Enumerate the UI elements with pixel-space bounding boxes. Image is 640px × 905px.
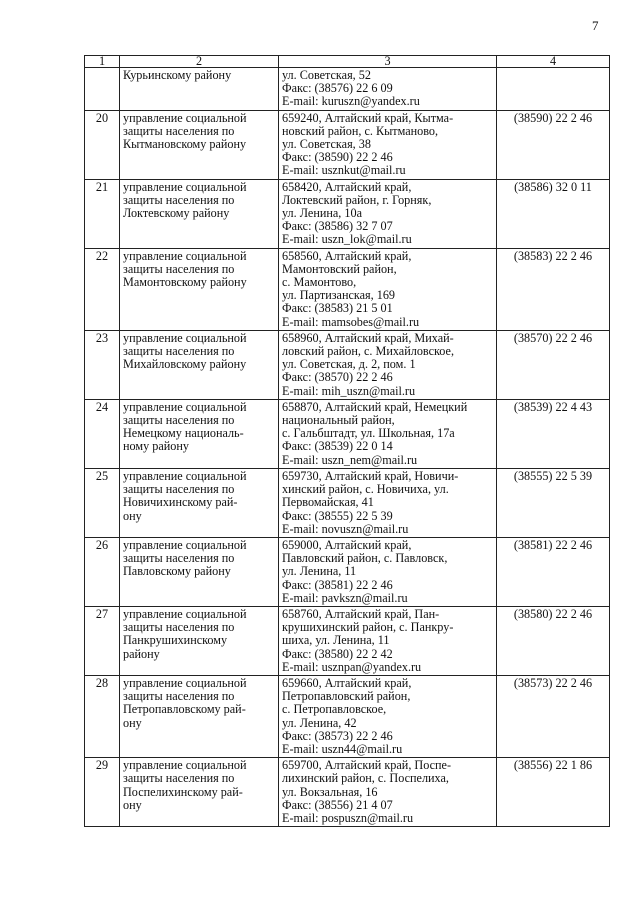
address-line: Факс: (38555) 22 5 39 [282, 508, 393, 523]
offices-table [84, 55, 610, 827]
phone-number: (38580) 22 2 46 [497, 606, 610, 675]
address-line: E-mail: pavkszn@mail.ru [282, 590, 408, 605]
address-line: 659660, Алтайский край, [282, 675, 412, 690]
address-line: национальный район, [282, 413, 395, 428]
row-number: 21 [85, 179, 120, 248]
organization-line: защиты населения по [123, 551, 235, 566]
organization-line: Кытмановскому району [123, 137, 247, 152]
organization-line: Михайловскому району [123, 357, 247, 372]
organization-line: Курьинскому району [123, 68, 232, 82]
table-row [85, 68, 610, 111]
organization-name [120, 758, 279, 827]
address-line: Первомайская, 41 [282, 495, 374, 510]
address-line: Факс: (38570) 22 2 46 [282, 370, 393, 385]
organization-line: управление социальной [123, 675, 247, 690]
organization-line: управление социальной [123, 399, 247, 414]
address-line: Мамонтовский район, [282, 261, 397, 276]
organization-line: защиты населения по [123, 192, 235, 207]
address-line: Факс: (38556) 21 4 07 [282, 797, 393, 812]
address-line: ул. Советская, 38 [282, 137, 371, 152]
organization-line: защиты населения по [123, 344, 235, 359]
header-cell-address: 3 [279, 56, 497, 68]
organization-line: управление социальной [123, 758, 247, 773]
organization-line: ону [123, 508, 142, 523]
address-line: 658960, Алтайский край, Михай- [282, 330, 454, 345]
organization-line: Локтевскому району [123, 206, 230, 221]
address-line: Факс: (38580) 22 2 42 [282, 646, 393, 661]
organization-line: управление социальной [123, 110, 247, 125]
organization-line: управление социальной [123, 179, 247, 194]
address-contacts [279, 399, 497, 468]
organization-line: району [123, 646, 160, 661]
row-number: 24 [85, 399, 120, 468]
address-contacts [279, 606, 497, 675]
organization-line: защиты населения по [123, 123, 235, 138]
table-row [85, 248, 610, 330]
address-line: Павловский район, с. Павловск, [282, 551, 448, 566]
address-line: E-mail: kuruszn@yandex.ru [282, 94, 420, 109]
table-row [85, 606, 610, 675]
address-line: ул. Советская, д. 2, пом. 1 [282, 357, 416, 372]
address-line: 659730, Алтайский край, Новичи- [282, 468, 459, 483]
address-line: 658420, Алтайский край, [282, 179, 412, 194]
organization-name [120, 675, 279, 757]
address-line: ловский район, с. Михайловское, [282, 344, 455, 359]
address-line: Факс: (38583) 21 5 01 [282, 301, 393, 316]
table-row [85, 110, 610, 179]
phone-number [497, 68, 610, 111]
organization-line: защиты населения по [123, 689, 235, 704]
phone-number: (38555) 22 5 39 [497, 468, 610, 537]
organization-line: управление социальной [123, 468, 247, 483]
row-number [85, 68, 120, 111]
organization-line: Петропавловскому рай- [123, 702, 246, 717]
organization-name [120, 330, 279, 399]
address-contacts [279, 330, 497, 399]
address-contacts [279, 675, 497, 757]
address-line: шиха, ул. Ленина, 11 [282, 633, 390, 648]
address-contacts [279, 110, 497, 179]
address-line: E-mail: pospuszn@mail.ru [282, 810, 414, 825]
address-line: лихинский район, с. Поспелиха, [282, 771, 449, 786]
address-line: E-mail: usznkut@mail.ru [282, 163, 406, 178]
address-line: Петропавловский район, [282, 689, 411, 704]
phone-number: (38590) 22 2 46 [497, 110, 610, 179]
organization-line: управление социальной [123, 606, 247, 621]
address-contacts [279, 468, 497, 537]
row-number: 28 [85, 675, 120, 757]
address-line: E-mail: uszn44@mail.ru [282, 741, 403, 756]
table-row [85, 468, 610, 537]
address-line: E-mail: uszn_nem@mail.ru [282, 452, 418, 467]
address-line: ул. Вокзальная, 16 [282, 784, 378, 799]
organization-line: Мамонтовскому району [123, 275, 247, 290]
organization-line: защиты населения по [123, 771, 235, 786]
table-row [85, 675, 610, 757]
address-line: 659240, Алтайский край, Кытма- [282, 110, 454, 125]
row-number: 23 [85, 330, 120, 399]
address-line: ул. Партизанская, 169 [282, 288, 396, 303]
address-line: 658760, Алтайский край, Пан- [282, 606, 440, 621]
address-line: E-mail: novuszn@mail.ru [282, 521, 409, 536]
row-number: 26 [85, 537, 120, 606]
address-line: с. Мамонтово, [282, 275, 357, 290]
address-line: хинский район, с. Новичиха, ул. [282, 482, 449, 497]
phone-number: (38556) 22 1 86 [497, 758, 610, 827]
table-body [85, 56, 610, 827]
address-line: Локтевский район, г. Горняк, [282, 192, 432, 207]
page-number: 7 [592, 18, 599, 33]
header-cell-number: 1 [85, 56, 120, 68]
address-contacts [279, 68, 497, 111]
address-line: 658560, Алтайский край, [282, 248, 412, 263]
organization-line: Павловскому району [123, 564, 231, 579]
address-line: ул. Советская, 52 [282, 68, 371, 82]
row-number: 25 [85, 468, 120, 537]
organization-line: защиты населения по [123, 413, 235, 428]
phone-number: (38586) 32 0 11 [497, 179, 610, 248]
organization-line: защиты населения по [123, 482, 235, 497]
organization-line: защиты населения по [123, 261, 235, 276]
row-number: 27 [85, 606, 120, 675]
address-line: 658870, Алтайский край, Немецкий [282, 399, 468, 414]
address-contacts [279, 179, 497, 248]
address-line: с. Гальбштадт, ул. Школьная, 17а [282, 426, 455, 441]
organization-line: Поспелихинскому рай- [123, 784, 243, 799]
address-line: с. Петропавловское, [282, 702, 387, 717]
organization-name [120, 468, 279, 537]
phone-number: (38573) 22 2 46 [497, 675, 610, 757]
header-cell-phone: 4 [497, 56, 610, 68]
organization-line: ону [123, 797, 142, 812]
table-header-row [85, 56, 610, 68]
address-contacts [279, 537, 497, 606]
address-line: Факс: (38590) 22 2 46 [282, 150, 393, 165]
address-line: E-mail: mih_uszn@mail.ru [282, 383, 416, 398]
organization-name [120, 68, 279, 111]
organization-name [120, 537, 279, 606]
table-row [85, 179, 610, 248]
phone-number: (38539) 22 4 43 [497, 399, 610, 468]
organization-line: управление социальной [123, 330, 247, 345]
organization-name [120, 248, 279, 330]
organization-line: Новичихинскому рай- [123, 495, 238, 510]
address-line: E-mail: uszn_lok@mail.ru [282, 232, 412, 247]
address-line: E-mail: mamsobes@mail.ru [282, 314, 420, 329]
address-contacts [279, 248, 497, 330]
organization-name [120, 399, 279, 468]
organization-name [120, 179, 279, 248]
address-line: 659700, Алтайский край, Поспе- [282, 758, 452, 773]
address-line: новский район, с. Кытманово, [282, 123, 439, 138]
organization-line: Немецкому националь- [123, 426, 244, 441]
address-line: крушихинский район, с. Панкру- [282, 620, 454, 635]
organization-line: защиты населения по [123, 620, 235, 635]
address-line: ул. Ленина, 10а [282, 206, 362, 221]
table-row [85, 758, 610, 827]
address-contacts [279, 758, 497, 827]
organization-line: ону [123, 715, 142, 730]
header-cell-organization: 2 [120, 56, 279, 68]
organization-line: Панкрушихинскому [123, 633, 228, 648]
row-number: 20 [85, 110, 120, 179]
row-number: 29 [85, 758, 120, 827]
table-row [85, 399, 610, 468]
phone-number: (38581) 22 2 46 [497, 537, 610, 606]
organization-name [120, 606, 279, 675]
address-line: Факс: (38586) 32 7 07 [282, 219, 393, 234]
organization-line: ному району [123, 439, 189, 454]
address-line: Факс: (38581) 22 2 46 [282, 577, 393, 592]
address-line: Факс: (38539) 22 0 14 [282, 439, 393, 454]
address-line: ул. Ленина, 42 [282, 715, 357, 730]
address-line: Факс: (38576) 22 6 09 [282, 81, 393, 96]
address-line: Факс: (38573) 22 2 46 [282, 728, 393, 743]
table-row [85, 537, 610, 606]
address-line: 659000, Алтайский край, [282, 537, 412, 552]
organization-name [120, 110, 279, 179]
phone-number: (38583) 22 2 46 [497, 248, 610, 330]
organization-line: управление социальной [123, 248, 247, 263]
address-line: E-mail: usznpan@yandex.ru [282, 659, 422, 674]
phone-number: (38570) 22 2 46 [497, 330, 610, 399]
organization-line: управление социальной [123, 537, 247, 552]
address-line: ул. Ленина, 11 [282, 564, 357, 579]
row-number: 22 [85, 248, 120, 330]
table-row [85, 330, 610, 399]
